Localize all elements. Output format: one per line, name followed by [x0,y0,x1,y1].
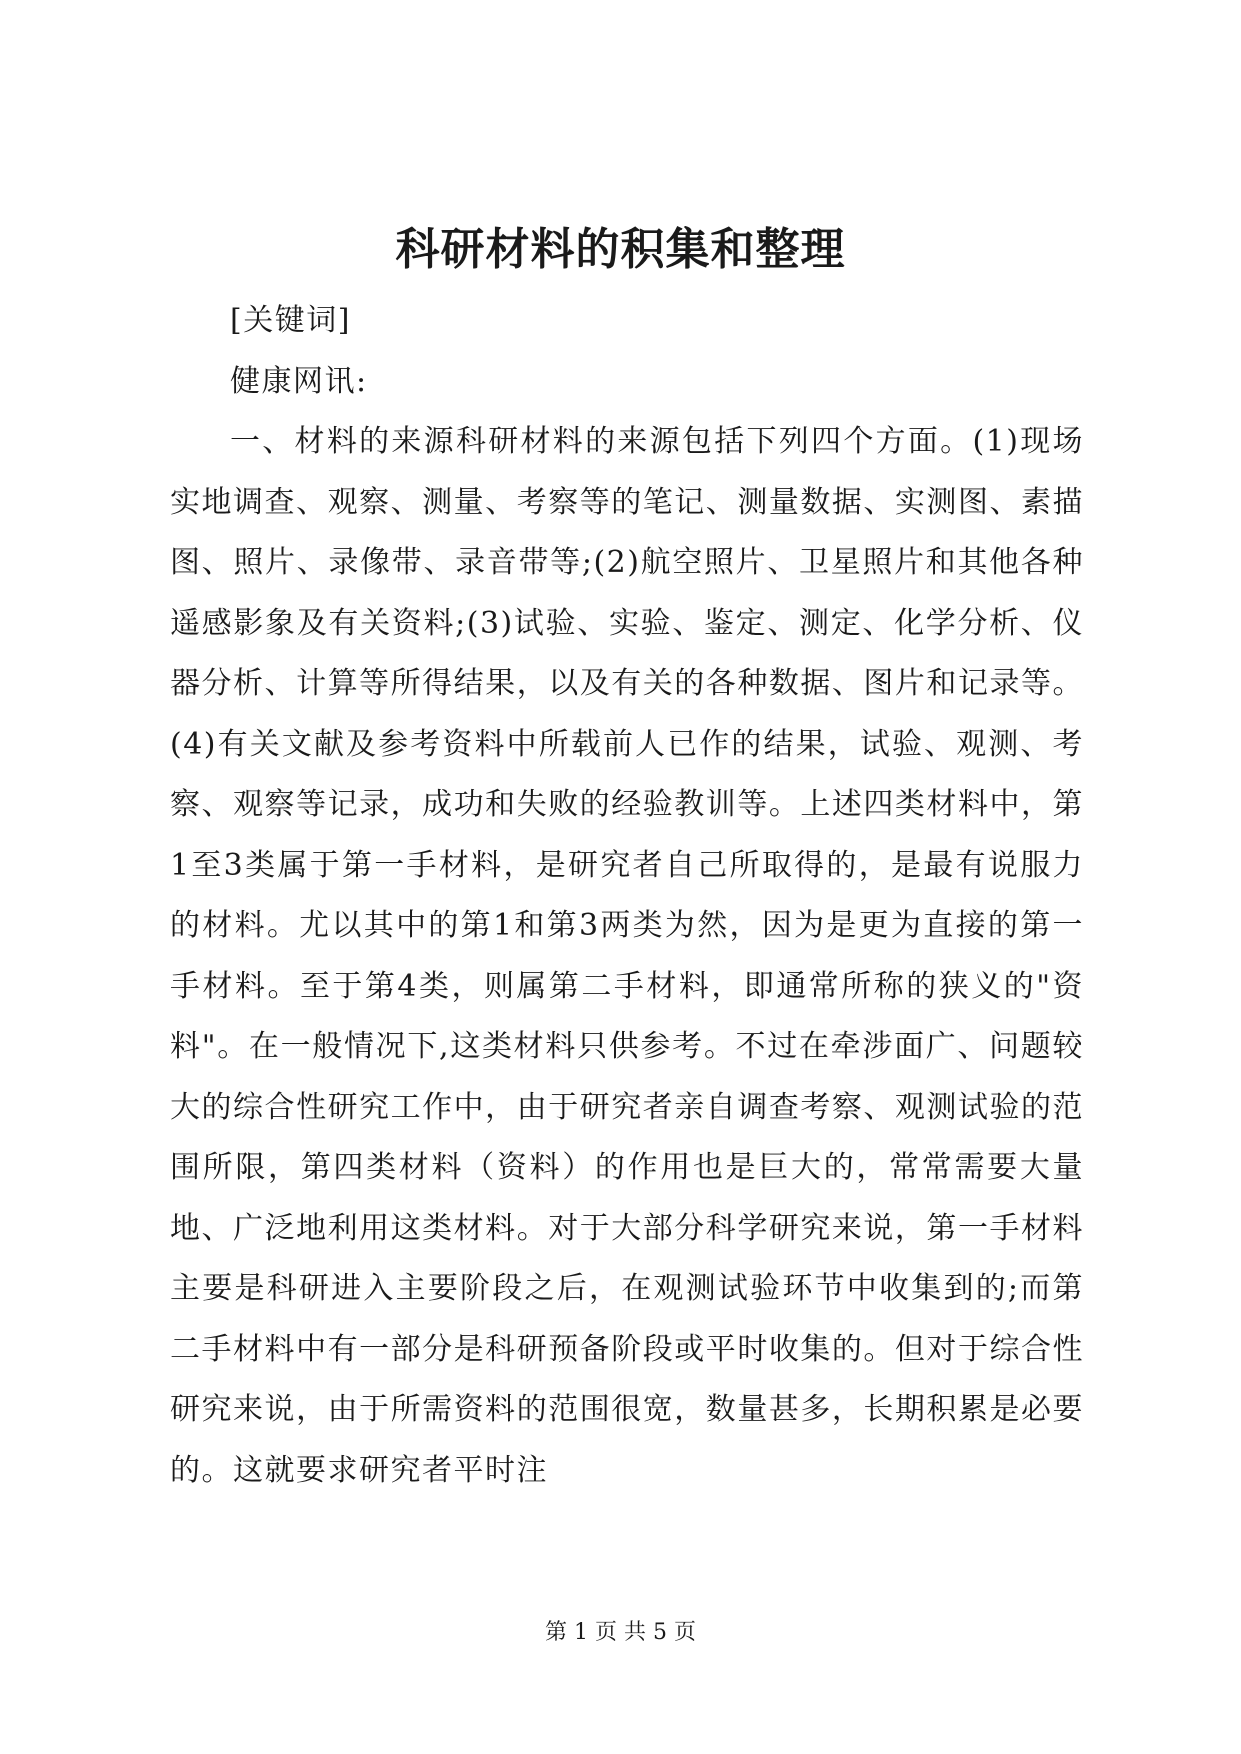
document-body [170,291,1084,1501]
document-title: 科研材料的积集和整理 [395,224,846,275]
keywords-line: [关键词] [230,303,351,338]
body-paragraph: 一、材料的来源科研材料的来源包括下列四个方面。(1)现场实地调查、观察、测量、考察等的笔记、测量数据、实测图、素描图、照片、录像带、录音带等;(2)航空照片、卫星照片和其他各种遥感影象及有关资料;(3)试验、实验、鉴定、测定、化学分析、仪器分析、计算等所得结果，以及有关的各种数据、图片和记录等。(4)有关文献及参考资料中所载前人已作的结果，试验、观测、考察、观察等记录，成功和失败的经验教训等。上述四类材料中，第1至3类属于第一手材料，是研究者自己所取得的，是最有说服力的材料。尤以其中的第1和第3两类为然，因为是更为直接的第一手材料。至于第4类，则属第二手材料，即通常所称的狭义的"资料"。在一般情况下,这类材料只供参考。不过在牵涉面广、问题较大的综合性研究工作中，由于研究者亲自调查考察、观测试验的范围所限，第四类材料（资料）的作用也是巨大的，常常需要大量地、广泛地利用这类材料。对于大部分科学研究来说，第一手材料主要是科研进入主要阶段之后，在观测试验环节中收集到的;而第二手材料中有一部分是科研预备阶段或平时收集的。但对于综合性研究来说，由于所需资料的范围很宽，数量甚多，长期积累是必要的。这就要求研究者平时注 [170,424,1084,1488]
source-line: 健康网讯: [230,363,368,399]
page-number: 第 1 页 共 5 页 [545,1620,696,1645]
